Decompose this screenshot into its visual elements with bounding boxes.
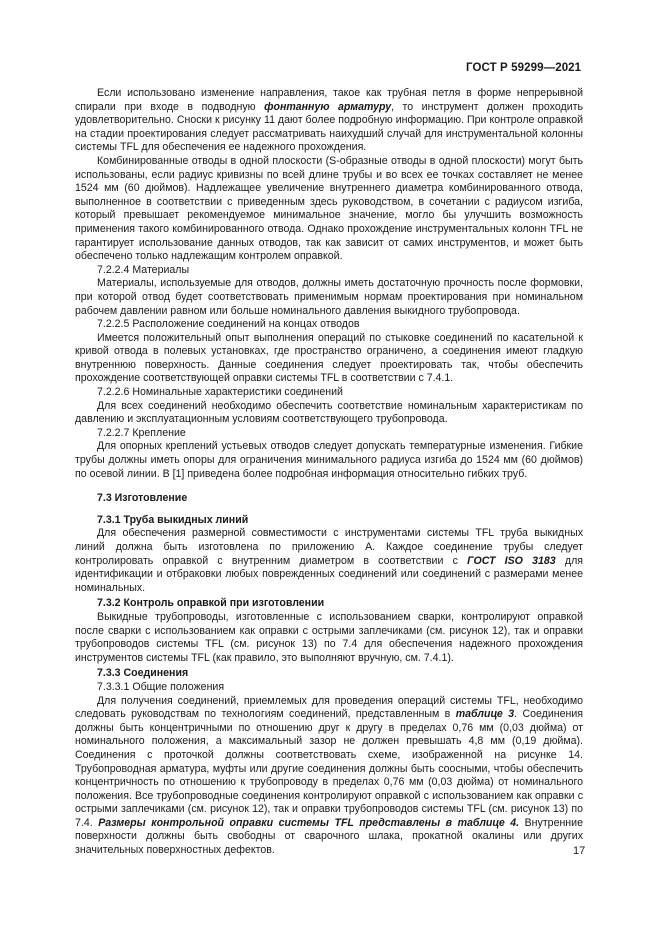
document-header: ГОСТ Р 59299—2021 [466, 62, 582, 74]
paragraph [75, 527, 583, 595]
text: Для получения соединений, приемлемых для проведения операций системы TFL, необходимо следовать руководствам по технологиям соединений, представленным в [75, 694, 583, 721]
paragraph: Для всех соединений необходимо обеспечить соответствие номинальным характеристикам по давлению и эксплуатационным условиям соответствующего трубопровода. [75, 399, 583, 426]
page-number: 17 [573, 845, 586, 857]
paragraph [75, 87, 583, 155]
section-heading-73: 7.3 Изготовление [97, 492, 188, 505]
paragraph: Материалы, используемые для отводов, должны иметь достаточную прочность после формовки, при которой отвод будет соответствовать применимым нормам проектирования при номинальном рабочем давлении равном или больше номинального давления выкидного трубопровода. [75, 277, 583, 317]
text: Для обеспечения размерной совместимости с инструментами системы TFL труба выкидных линий должна быть изготовлена по приложению А. Каждое соединение трубы следует контролировать оправкой с внутренним диаметром в соответствии с [75, 527, 583, 567]
paragraph: Имеется положительный опыт выполнения операций по стыковке соединений по касательной к кривой отвода в полевых установках, где пространство ограничено, а соединения имеют гладкую внутреннюю поверхность. Данные соединения следует проектировать так, чтобы обеспечить прохождение соответствующей оправки системы TFL в соответствии с 7.4.1. [75, 331, 583, 385]
section-heading-7331: 7.3.3.1 Общие положения [97, 680, 225, 693]
table-reference: таблице 3 [455, 708, 515, 721]
text: для идентификации и отбраковки любых поврежденных соединений или соединений с размерами менее номинальных. [75, 554, 584, 594]
document-body [75, 87, 586, 858]
section-heading-733: 7.3.3 Соединения [97, 667, 189, 680]
text: Если использовано изменение направления, такое как трубная петля в форме непрерывной спирали при входе в подводную [75, 87, 583, 113]
section-heading-732: 7.3.2 Контроль оправкой при изготовлении [97, 597, 325, 610]
section-heading-731: 7.3.1 Труба выкидных линий [97, 513, 249, 526]
section-heading-7224: 7.2.2.4 Материалы [97, 263, 190, 276]
standard-reference: ГОСТ ISO 3183 [467, 554, 556, 567]
text: , то инструмент должен проходить удовлетворительно. Сноски к рисунку 11 дают более подробную информацию. При контроле оправкой на стадии проектирования следует рассматривать наихудший случай для инструментальной колонны системы TFL для обеспечения ее надежного прохождения. [75, 100, 583, 154]
emphasis-term: фонтанную арматуру [264, 100, 392, 113]
section-heading-7225: 7.2.2.5 Расположение соединений на концах отводов [97, 318, 360, 331]
text: Внутренние поверхности должны быть свободны от сварочного шлака, прокатной окалины или других значительных поверхностных дефектов. [75, 816, 583, 857]
section-heading-7226: 7.2.2.6 Номинальные характеристики соединений [97, 386, 343, 399]
paragraph: Выкидные трубопроводы, изготовленные с использованием сварки, контролируют оправкой после сварки с использованием как оправки с острыми заплечиками (см. рисунок 12), так и оправки трубопроводов системы TFL (см. рисунок 13) по 7.4 для обеспечения надежного прохождения инструментов системы TFL (как правило, это выполняют вручную, см. 7.4.1). [75, 610, 583, 664]
text: . Соединения должны быть концентричными по отношению друг к другу в пределах 0,76 мм (0,03 дюйма) от номинального положения, а максимальный зазор не должен превышать 4,8 мм (0,19 дюйма). Соединения с проточкой должны соответствовать схеме, изображенной на рисунке 14. Трубопроводная арматура, муфты или другие соединения должны быть соосными, чтобы обеспечить концентричность по отношению к трубопроводу в пределах 0,76 мм (0,03 дюйма) от номинального положения. Все трубопроводные соединения контролируют оправкой с использованием как оправки с острыми заплечиками (см. рисунок 12), так и оправки трубопроводов системы TFL (см. рисунок 13) по 7.4. [75, 708, 583, 829]
paragraph: Для опорных креплений устьевых отводов следует допускать температурные изменения. Гибкие трубы должны иметь опоры для ограничения минимального радиуса изгиба до 1524 мм (60 дюймов) по осевой линии. В [1] приведена более подробная информация относительно гибких труб. [75, 440, 583, 480]
emphasis-sentence: Размеры контрольной оправки системы TFL представлены в таблице 4. [98, 816, 520, 829]
paragraph [75, 694, 586, 858]
section-heading-7227: 7.2.2.7 Крепление [97, 426, 186, 439]
paragraph: Комбинированные отводы в одной плоскости (S-образные отводы в одной плоскости) могут быть использованы, если радиус кривизны по всей длине трубы и во всех ее точках составляет не менее 1524 мм (60 дюймов). Надлежащее увеличение внутреннего диаметра комбинированного отвода, выполненное в соответствии с приведенным здесь руководством, в сочетании с радиусом изгиба, который превышает рекомендуемое минимальное значение, могло бы улучшить возможность применения такого комбинированного отвода. Однако прохождение инструментальных колонн TFL не гарантирует использование данных отводов, так как зависит от самих инструментов, и может быть обеспечено только надлежащим контролем оправкой. [75, 154, 583, 263]
